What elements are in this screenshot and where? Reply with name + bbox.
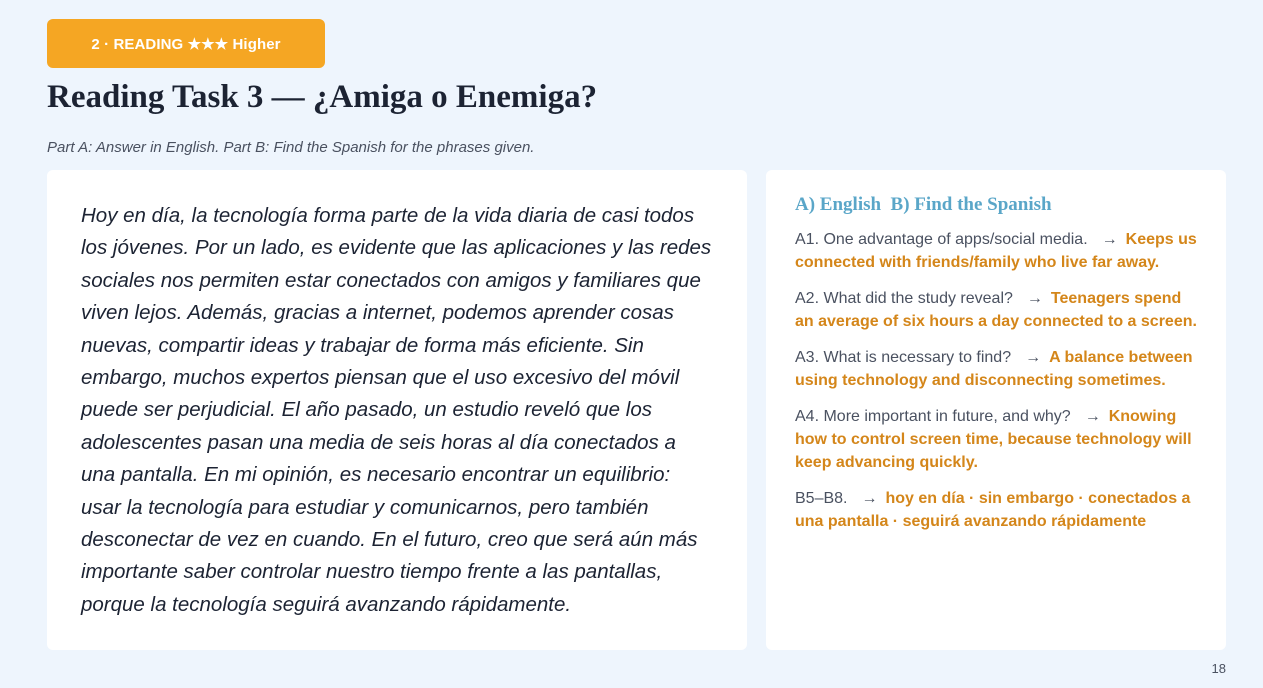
task-instructions: Part A: Answer in English. Part B: Find the Spanish for the phrases given. <box>47 139 535 156</box>
answers-heading: A) English B) Find the Spanish <box>795 194 1052 215</box>
arrow-right-icon: → <box>1026 290 1043 307</box>
answer-item-a2 <box>795 287 1198 333</box>
question-text: A4. More important in future, and why? <box>795 408 1071 425</box>
answer-item-a3 <box>795 346 1198 392</box>
arrow-right-icon: → <box>1025 349 1042 366</box>
answer-item-b5-b8 <box>795 487 1198 533</box>
question-text: A1. One advantage of apps/social media. <box>795 231 1088 248</box>
answer-text: Keeps us connected with friends/family who live far away. <box>795 231 1197 271</box>
reading-passage-card <box>47 170 747 650</box>
level-badge <box>47 19 325 68</box>
arrow-right-icon: → <box>1084 408 1101 425</box>
reading-passage-text: Hoy en día, la tecnología forma parte de la vida diaria de casi todos los jóvenes. Por un lado, es evidente que las aplicaciones y las redes sociales nos permiten estar conectados con amigos y familiares que viven lejos. Además, gracias a internet, podemos aprender cosas nuevas, compartir ideas y trabajar de forma más eficiente. Sin embargo, muchos expertos piensan que el uso excesivo del móvil puede ser perjudicial. El año pasado, un estudio reveló que los adolescentes pasan una media de seis horas al día conectados a una pantalla. En mi opinión, es necesario encontrar un equilibrio: usar la tecnología para estudiar y comunicarnos, pero también desconectar de vez en cuando. En el futuro, creo que será aún más importante saber controlar nuestro tiempo frente a las pantallas, porque la tecnología seguirá avanzando rápidamente. <box>81 204 712 616</box>
answers-card <box>766 170 1226 650</box>
question-text: B5–B8. <box>795 490 848 507</box>
question-text: A2. What did the study reveal? <box>795 290 1013 307</box>
level-badge-label: 2 · READING ★★★ Higher <box>91 35 281 53</box>
page-number: 18 <box>1211 661 1226 676</box>
answer-text: Knowing how to control screen time, because technology will keep advancing quickly. <box>795 408 1192 471</box>
answer-item-a1 <box>795 228 1198 274</box>
answer-text: hoy en día · sin embargo · conectados a una pantalla · seguirá avanzando rápidamente <box>795 490 1191 530</box>
answer-item-a4 <box>795 405 1198 474</box>
arrow-right-icon: → <box>1101 231 1118 248</box>
arrow-right-icon: → <box>861 490 878 507</box>
question-text: A3. What is necessary to find? <box>795 349 1012 366</box>
page-title: Reading Task 3 — ¿Amiga o Enemiga? <box>47 79 598 115</box>
answer-text: Teenagers spend an average of six hours a day connected to a screen. <box>795 290 1197 330</box>
answer-text: A balance between using technology and disconnecting sometimes. <box>795 349 1193 389</box>
